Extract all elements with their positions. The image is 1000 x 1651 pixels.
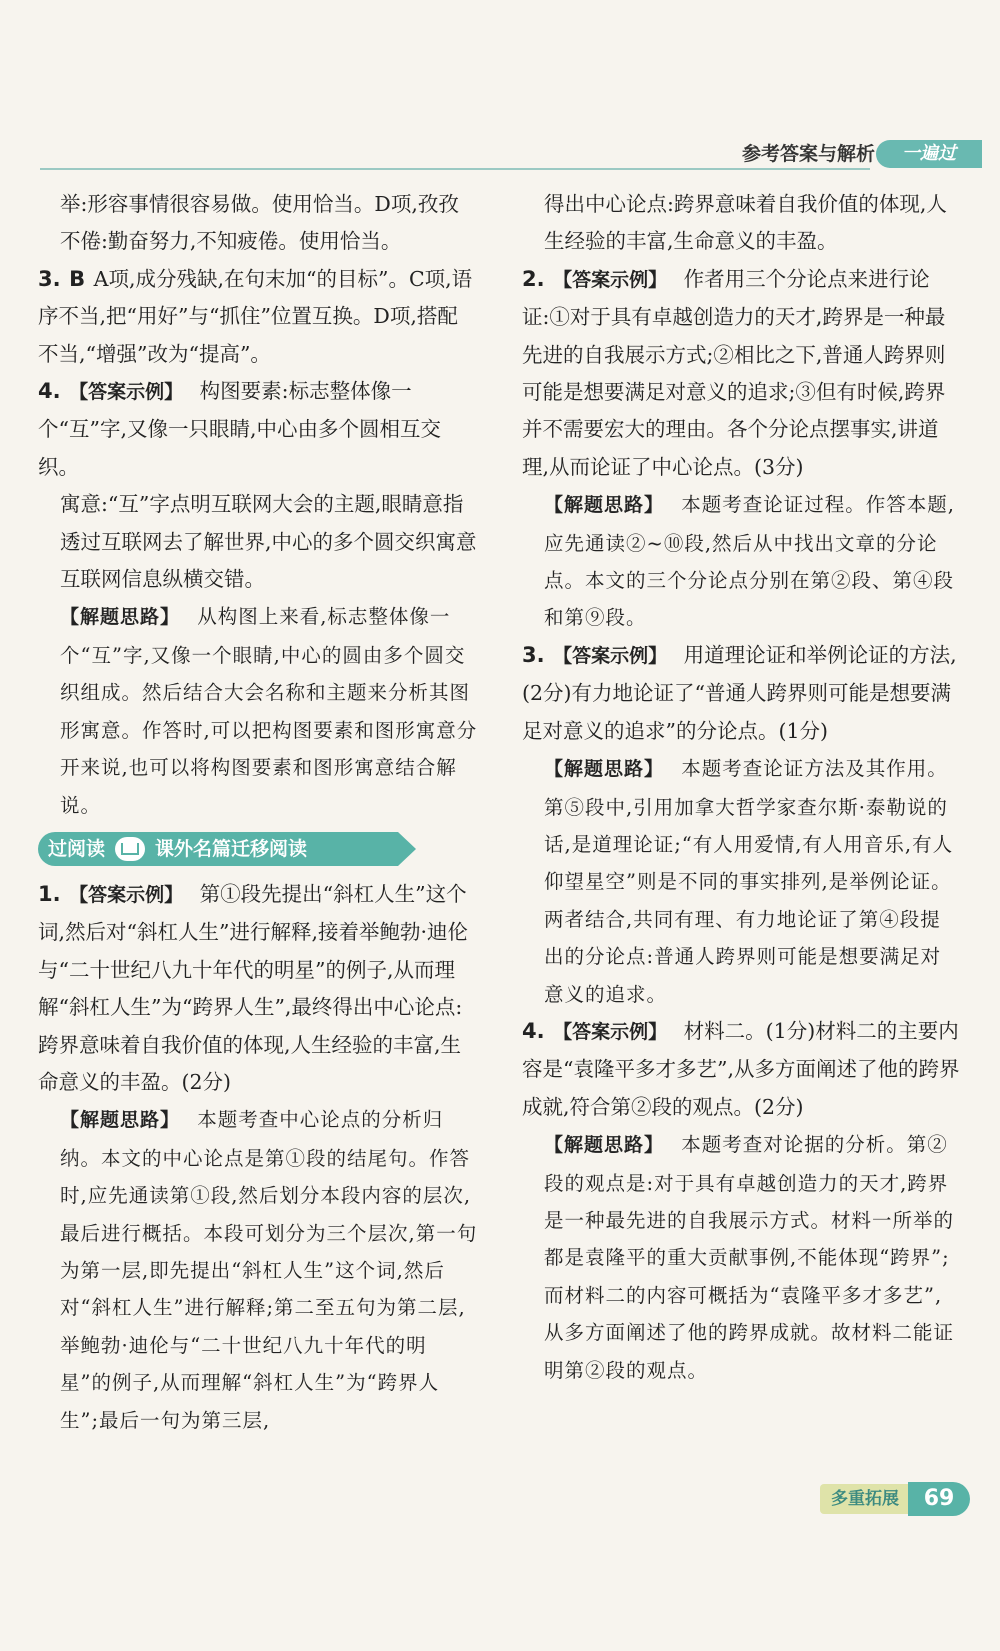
reading-question-3 [522,637,960,750]
page-footer [820,1482,1000,1516]
left-column [38,186,478,1439]
answer-text: 寓意:“互”字点明互联网大会的主题,眼睛意指透过互联网去了解世界,中心的多个圆交织寓意互联网信息纵横交错。 [60,492,477,592]
answer-text: 第①段先提出“斜杠人生”这个词,然后对“斜杠人生”进行解释,接着举鲍勃·迪伦与“二十世纪八九十年代的明星”的例子,从而理解“斜杠人生”为“跨界人生”,最终得出中心论点:跨界意味着自我价值的体现,人生经验的丰富,生命意义的丰盈。(2分) [38,881,469,1094]
page-number: 69 [908,1482,970,1516]
reading-question-2 [522,261,960,486]
analysis [522,750,960,1013]
section-banner [38,832,398,866]
analysis [522,486,960,637]
analysis-tag: 【解题思路】 [60,1109,181,1132]
answer-tag: 【答案示例】 [553,644,668,667]
analysis-text: 本题考查论证方法及其作用。第⑤段中,引用加拿大哲学家查尔斯·泰勒说的话,是道理论证;“有人用爱情,有人用音乐,有人仰望星空”则是不同的事实排列,是举例论证。两者结合,共同有理、有力地论证了第④段提出的分论点:普通人跨界则可能是想要满足对意义的追求。 [544,757,954,1006]
question-number: 3. [522,642,545,667]
question-number: 2. [522,266,545,291]
question-number: 3. [38,266,61,291]
analysis [38,598,478,823]
analysis-tag: 【解题思路】 [544,1134,665,1157]
analysis-text: 从构图上来看,标志整体像一个“互”字,又像一个眼睛,中心的圆由多个圆交织组成。然后结合大会名称和主题来分析其图形寓意。作答时,可以把构图要素和图形寓意分开来说,也可以将构图要素和图形寓意结合解说。 [60,605,478,817]
analysis [522,1126,960,1389]
answer-text: 用道理论证和举例论证的方法,(2分)有力地论证了“普通人跨界则可能是想要满足对意义的追求”的分论点。(1分) [522,642,957,743]
answer-tag: 【答案示例】 [553,1020,668,1043]
reading-question-1 [38,876,478,1101]
answer-text: 材料二。(1分)材料二的主要内容是“袁隆平多才多艺”,从多方面阐述了他的跨界成就,符合第②段的观点。(2分) [522,1018,960,1119]
banner-label: 过阅读 [48,837,106,860]
header-title: 参考答案与解析 [741,143,875,165]
paragraph: 举:形容事情很容易做。使用恰当。D项,孜孜不倦:勤奋努力,不知疲倦。使用恰当。 [60,192,459,254]
answer-tag: 【答案示例】 [69,883,184,906]
reading-question-4 [522,1013,960,1126]
question-number: 4. [522,1018,545,1043]
question-4 [38,373,478,486]
analysis-text: 本题考查中心论点的分析归纳。本文的中心论点是第①段的结尾句。作答时,应先通读第①段,然后划分本段内容的层次,最后进行概括。本段可划分为三个层次,第一句为第一层,即先提出“斜杠人生”这个词,然后对“斜杠人生”进行解释;第二至五句为第二层,举鲍勃·迪伦与“二十世纪八九十年代的明星”的例子,从而理解“斜杠人生”为“跨界人生”;最后一句为第三层, [60,1108,478,1432]
answer-tag: 【答案示例】 [553,268,668,291]
page-header [40,138,1000,178]
answer-text: A项,成分残缺,在句末加“的目标”。C项,语序不当,把“用好”与“抓住”位置互换。D项,搭配不当,“增强”改为“提高”。 [38,266,473,366]
banner-title: 课外名篇迁移阅读 [155,837,308,860]
analysis-tag: 【解题思路】 [60,606,181,629]
analysis-tag: 【解题思路】 [544,758,665,781]
footer-label: 多重拓展 [820,1484,910,1514]
answer-tag: 【答案示例】 [69,381,184,404]
paragraph: 得出中心论点:跨界意味着自我价值的体现,人生经验的丰富,生命意义的丰盈。 [544,192,947,254]
analysis-text: 本题考查论证过程。作答本题,应先通读②~⑩段,然后从中找出文章的分论点。本文的三个分论点分别在第②段、第④段和第⑨段。 [544,493,955,630]
right-column [522,186,960,1389]
answer-text: 构图要素:标志整体像一个“互”字,又像一只眼睛,中心由多个圆相互交织。 [38,379,441,479]
book-icon [115,837,145,861]
answer-letter: B [69,266,86,291]
question-number: 1. [38,881,61,906]
analysis-tag: 【解题思路】 [544,494,665,517]
question-3 [38,261,478,373]
analysis [38,1101,478,1439]
question-number: 4. [38,379,61,404]
answer-text: 作者用三个分论点来进行论证:①对于具有卓越创造力的天才,跨界是一种最先进的自我展示方式;②相比之下,普通人跨界则可能是想要满足对意义的追求;③但有时候,跨界并不需要宏大的理由。各个分论点摆事实,讲道理,从而论证了中心论点。(3分) [522,266,946,479]
analysis-text: 本题考查对论据的分析。第②段的观点是:对于具有卓越创造力的天才,跨界是一种最先进的自我展示方式。材料一所举的都是袁隆平的重大贡献事例,不能体现“跨界”;而材料二的内容可概括为“袁隆平多才多艺”,从多方面阐述了他的跨界成就。故材料二能证明第②段的观点。 [544,1133,955,1382]
brand-badge: 一遍过 [876,140,982,168]
